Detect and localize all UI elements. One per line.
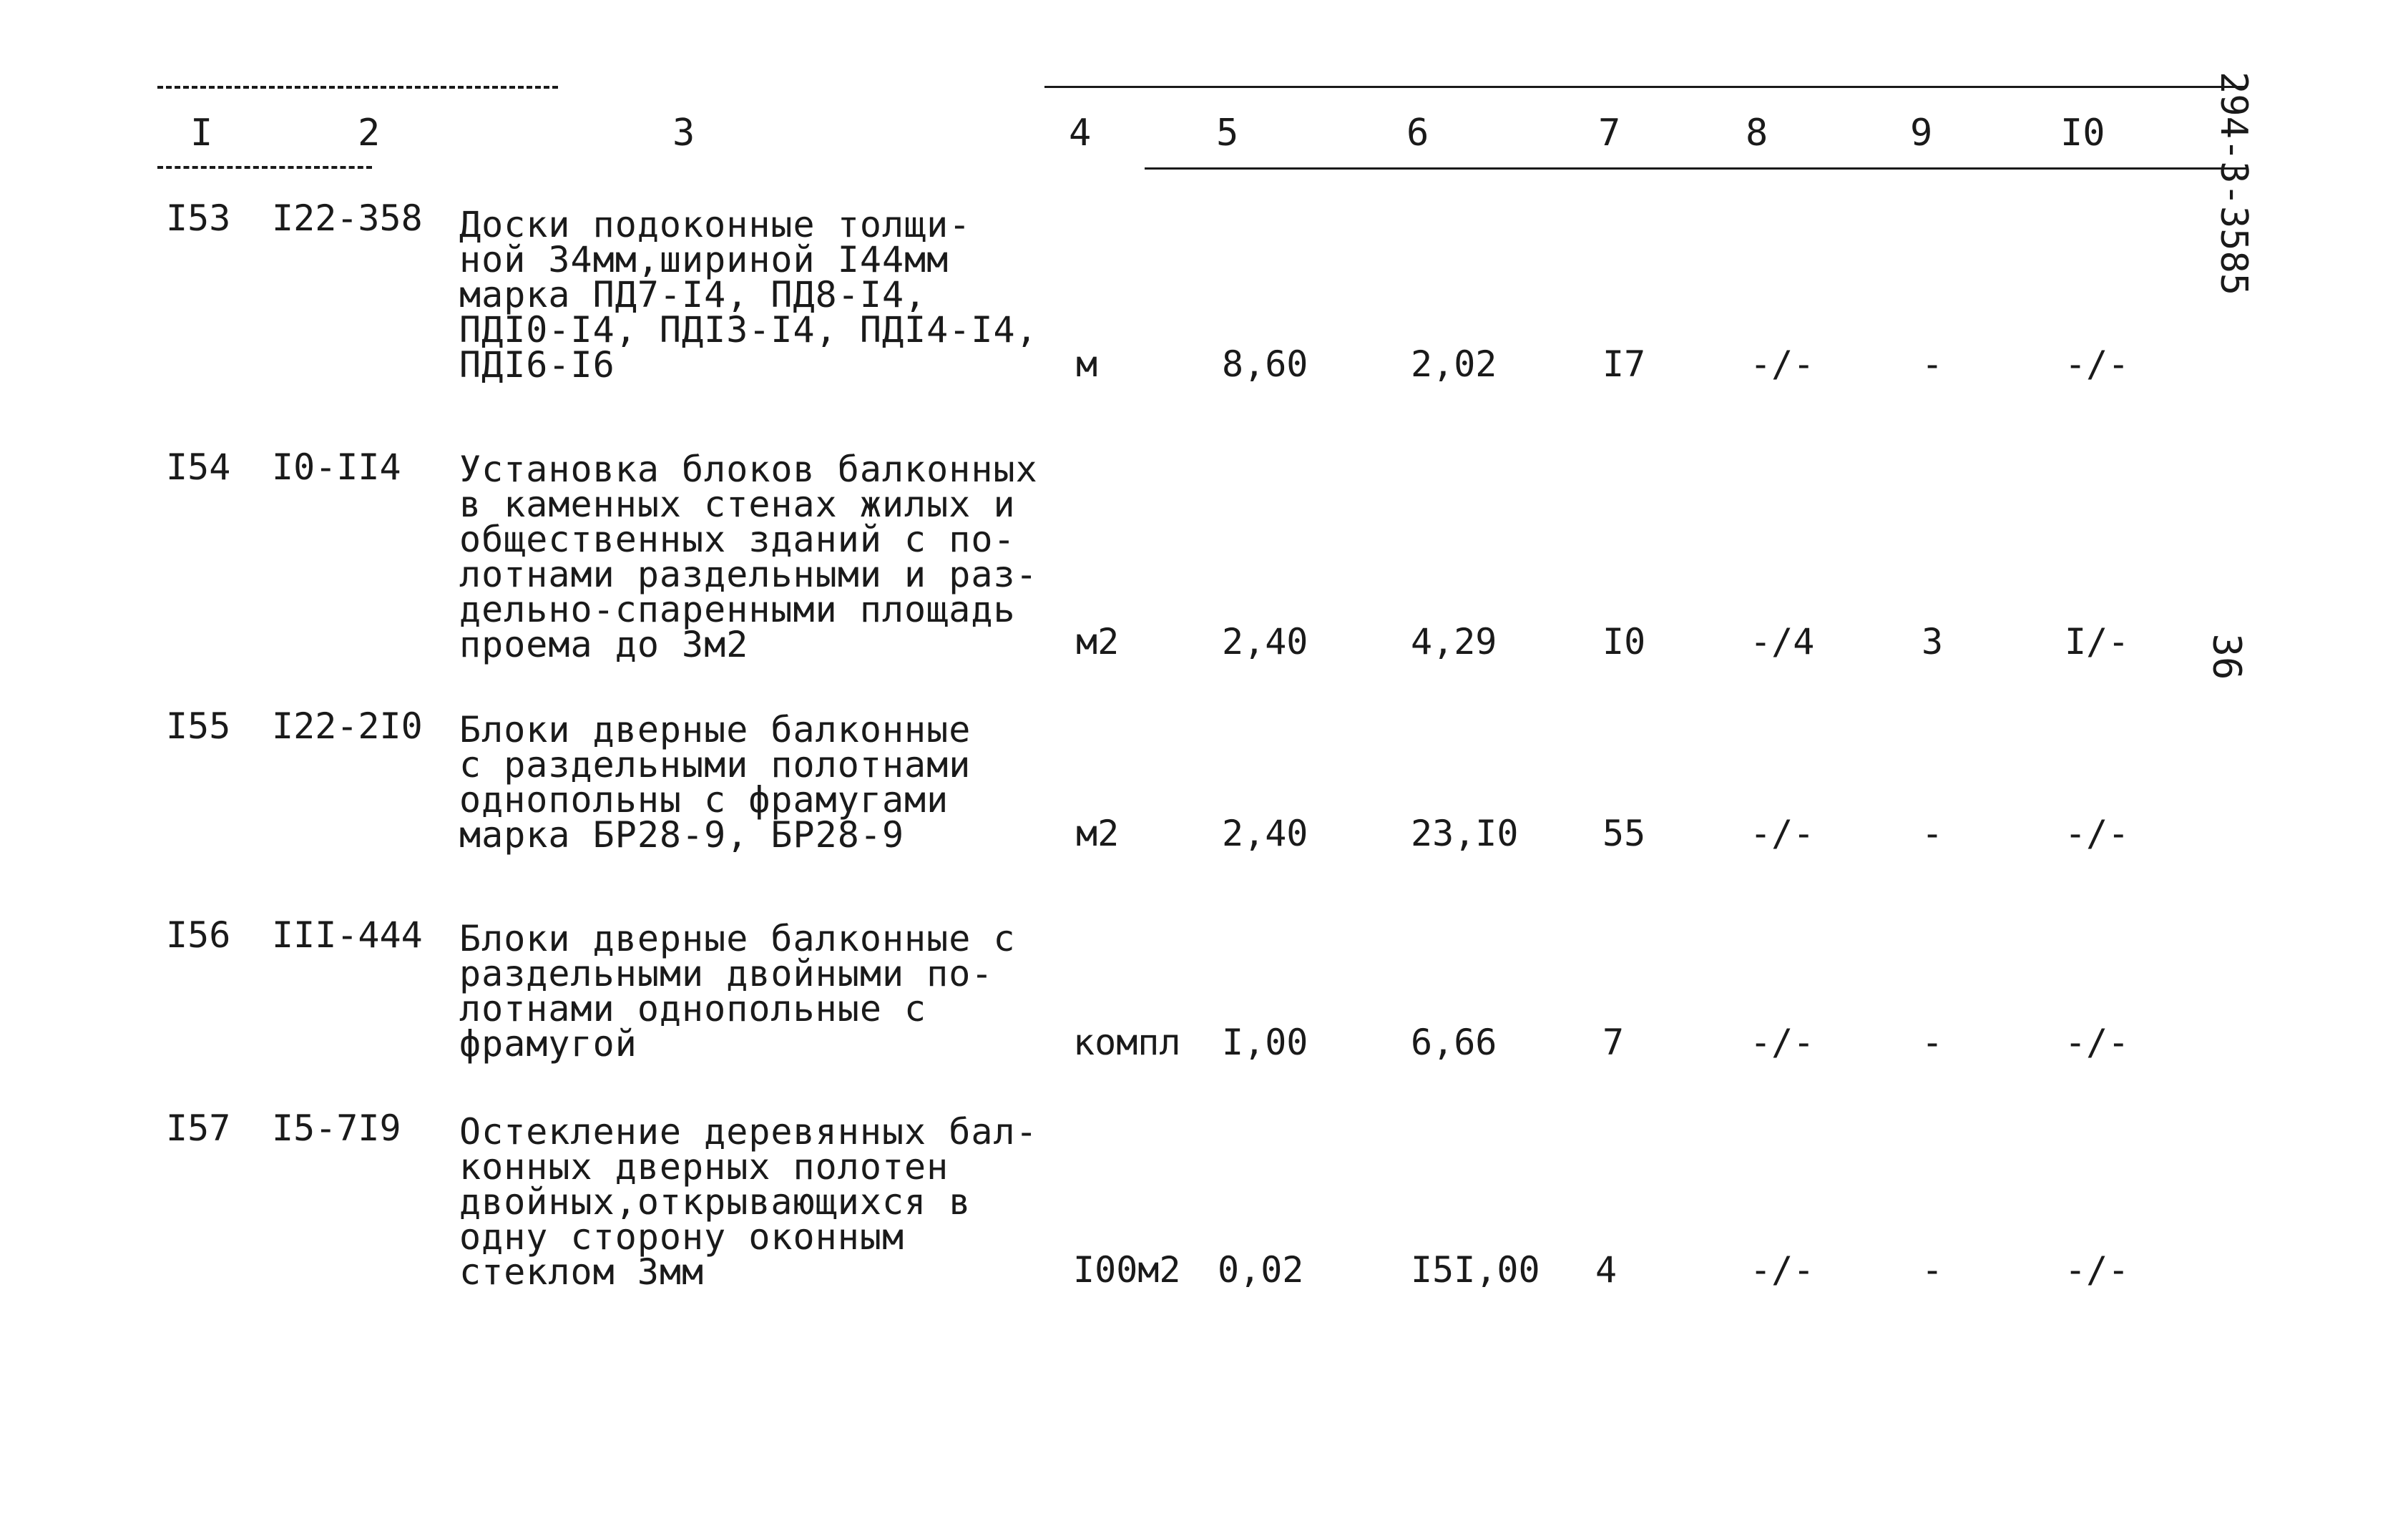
col10-value: I/- bbox=[2065, 621, 2130, 662]
col9-value: - bbox=[1922, 1022, 1944, 1063]
work-description: Остекление деревянных бал- конных дверных полотен двойных,открывающихся в одну сторону оконным стеклом 3мм bbox=[459, 1111, 1038, 1293]
col10-value: -/- bbox=[2065, 1249, 2130, 1291]
work-description: Установка блоков балконных в каменных стенах жилых и общественных зданий с по- лотнами раздельными и раз- дельно-спаренными площадь проема до 3м2 bbox=[459, 449, 1038, 665]
col10-value: -/- bbox=[2065, 343, 2130, 385]
row-number: I55 bbox=[166, 705, 231, 747]
column-header-10: I0 bbox=[2060, 112, 2105, 155]
work-description: Блоки дверные балконные с раздельными двойными по- лотнами однопольные с фрамугой bbox=[459, 918, 1016, 1065]
column-header-9: 9 bbox=[1910, 112, 1933, 155]
header-bottom-rule-left bbox=[157, 166, 372, 169]
column-header-2: 2 bbox=[358, 112, 381, 155]
col7-value: I7 bbox=[1602, 343, 1646, 385]
row-number: I56 bbox=[166, 914, 231, 956]
column-header-3: 3 bbox=[672, 112, 695, 155]
col10-value: -/- bbox=[2065, 813, 2130, 854]
col5-value: 8,60 bbox=[1222, 343, 1308, 385]
column-header-8: 8 bbox=[1746, 112, 1768, 155]
col9-value: - bbox=[1922, 1249, 1944, 1291]
col9-value: 3 bbox=[1922, 621, 1944, 662]
col9-value: - bbox=[1922, 813, 1944, 854]
col7-value: 55 bbox=[1602, 813, 1646, 854]
unit: м2 bbox=[1076, 813, 1120, 854]
header-top-rule-left bbox=[157, 86, 558, 89]
col6-value: 4,29 bbox=[1411, 621, 1497, 662]
col5-value: I,00 bbox=[1222, 1022, 1308, 1063]
col9-value: - bbox=[1922, 343, 1944, 385]
col6-value: 6,66 bbox=[1411, 1022, 1497, 1063]
col8-value: -/4 bbox=[1750, 621, 1815, 662]
col8-value: -/- bbox=[1750, 813, 1815, 854]
work-description: Блоки дверные балконные с раздельными полотнами однопольны с фрамугами марка БР28-9, БР28-9 bbox=[459, 709, 971, 856]
col5-value: 2,40 bbox=[1222, 813, 1308, 854]
col7-value: 4 bbox=[1595, 1249, 1617, 1291]
rate-code: I0-II4 bbox=[272, 446, 401, 488]
col8-value: -/- bbox=[1750, 1022, 1815, 1063]
col6-value: I5I,00 bbox=[1411, 1249, 1540, 1291]
document-code: 294-3-3585 bbox=[2212, 72, 2255, 296]
unit: м2 bbox=[1076, 621, 1120, 662]
col5-value: 0,02 bbox=[1218, 1249, 1304, 1291]
row-number: I54 bbox=[166, 446, 231, 488]
unit: I00м2 bbox=[1073, 1249, 1181, 1291]
col7-value: 7 bbox=[1602, 1022, 1625, 1063]
header-bottom-rule bbox=[1145, 167, 2246, 170]
column-header-4: 4 bbox=[1069, 112, 1092, 155]
unit: компл bbox=[1073, 1022, 1181, 1063]
rate-code: I22-358 bbox=[272, 197, 423, 239]
col5-value: 2,40 bbox=[1222, 621, 1308, 662]
header-top-rule bbox=[1044, 86, 2246, 88]
row-number: I53 bbox=[166, 197, 231, 239]
row-number: I57 bbox=[166, 1107, 231, 1149]
col8-value: -/- bbox=[1750, 343, 1815, 385]
col6-value: 2,02 bbox=[1411, 343, 1497, 385]
page-number: 36 bbox=[2204, 633, 2250, 680]
unit: м bbox=[1076, 343, 1098, 385]
rate-code: III-444 bbox=[272, 914, 423, 956]
col6-value: 23,I0 bbox=[1411, 813, 1519, 854]
col10-value: -/- bbox=[2065, 1022, 2130, 1063]
work-description: Доски подоконные толщи- ной 34мм,шириной I44мм марка ПД7-I4, ПД8-I4, ПДI0-I4, ПДI3-I4, ПДI4-I4, ПДI6-I6 bbox=[459, 204, 1038, 386]
column-header-5: 5 bbox=[1216, 112, 1239, 155]
rate-code: I5-7I9 bbox=[272, 1107, 401, 1149]
col7-value: I0 bbox=[1602, 621, 1646, 662]
column-header-1: I bbox=[190, 112, 213, 155]
column-header-7: 7 bbox=[1598, 112, 1621, 155]
rate-code: I22-2I0 bbox=[272, 705, 423, 747]
column-header-6: 6 bbox=[1406, 112, 1429, 155]
col8-value: -/- bbox=[1750, 1249, 1815, 1291]
